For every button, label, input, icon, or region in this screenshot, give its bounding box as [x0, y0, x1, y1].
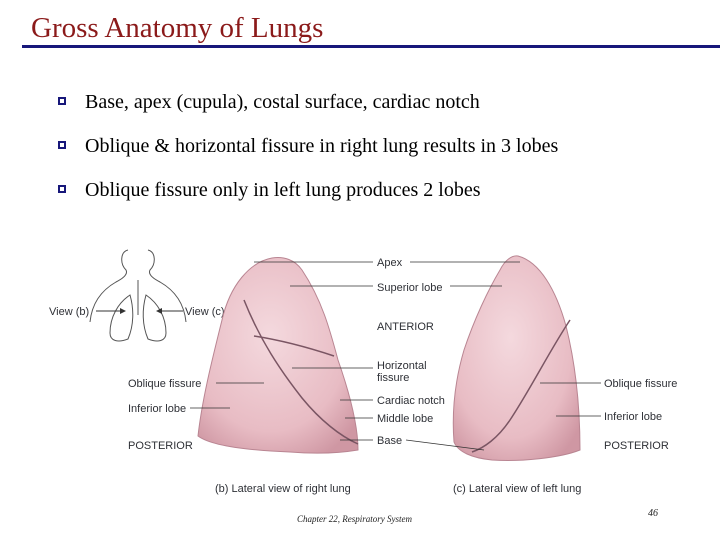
caption-left-lung: (c) Lateral view of left lung	[453, 483, 582, 495]
torso-orientation-icon	[90, 250, 186, 341]
square-bullet-icon	[58, 141, 66, 149]
lung-anatomy-figure	[40, 240, 700, 510]
label-middle-lobe: Middle lobe	[377, 413, 434, 425]
square-bullet-icon	[58, 185, 66, 193]
label-posterior-c: POSTERIOR	[604, 440, 669, 452]
title-divider	[22, 45, 720, 48]
bullet-item	[52, 176, 558, 220]
square-bullet-icon	[58, 97, 66, 105]
bullet-text: Base, apex (cupula), costal surface, cardiac notch	[85, 91, 480, 113]
label-apex: Apex	[377, 257, 403, 269]
bullet-list	[52, 88, 558, 220]
label-horizontal-fissure-line1: Horizontal	[377, 360, 427, 372]
label-inferior-lobe-c: Inferior lobe	[604, 411, 663, 423]
label-horizontal-fissure-line2: fissure	[377, 372, 410, 384]
bullet-item	[52, 132, 558, 176]
label-inferior-lobe-b: Inferior lobe	[128, 403, 187, 415]
arrow-right-icon	[120, 308, 126, 314]
bullet-text: Oblique & horizontal fissure in right lung results in 3 lobes	[85, 135, 559, 157]
bullet-item	[52, 88, 558, 132]
view-b-label: View (b)	[49, 306, 90, 318]
right-lung-illustration	[198, 258, 358, 454]
label-oblique-fissure-b: Oblique fissure	[128, 378, 202, 390]
left-lung-illustration	[453, 256, 580, 461]
label-oblique-fissure-c: Oblique fissure	[604, 378, 678, 390]
label-base: Base	[377, 435, 403, 447]
slide-title: Gross Anatomy of Lungs	[31, 12, 324, 44]
caption-right-lung: (b) Lateral view of right lung	[215, 483, 351, 495]
bullet-text: Oblique fissure only in left lung produces 2 lobes	[85, 179, 481, 201]
label-cardiac-notch: Cardiac notch	[377, 395, 445, 407]
label-posterior-b: POSTERIOR	[128, 440, 193, 452]
label-superior-lobe: Superior lobe	[377, 282, 443, 294]
footer-chapter: Chapter 22, Respiratory System	[297, 514, 412, 524]
label-anterior: ANTERIOR	[377, 321, 434, 333]
view-c-label: View (c)	[185, 306, 225, 318]
page-number: 46	[648, 508, 658, 519]
